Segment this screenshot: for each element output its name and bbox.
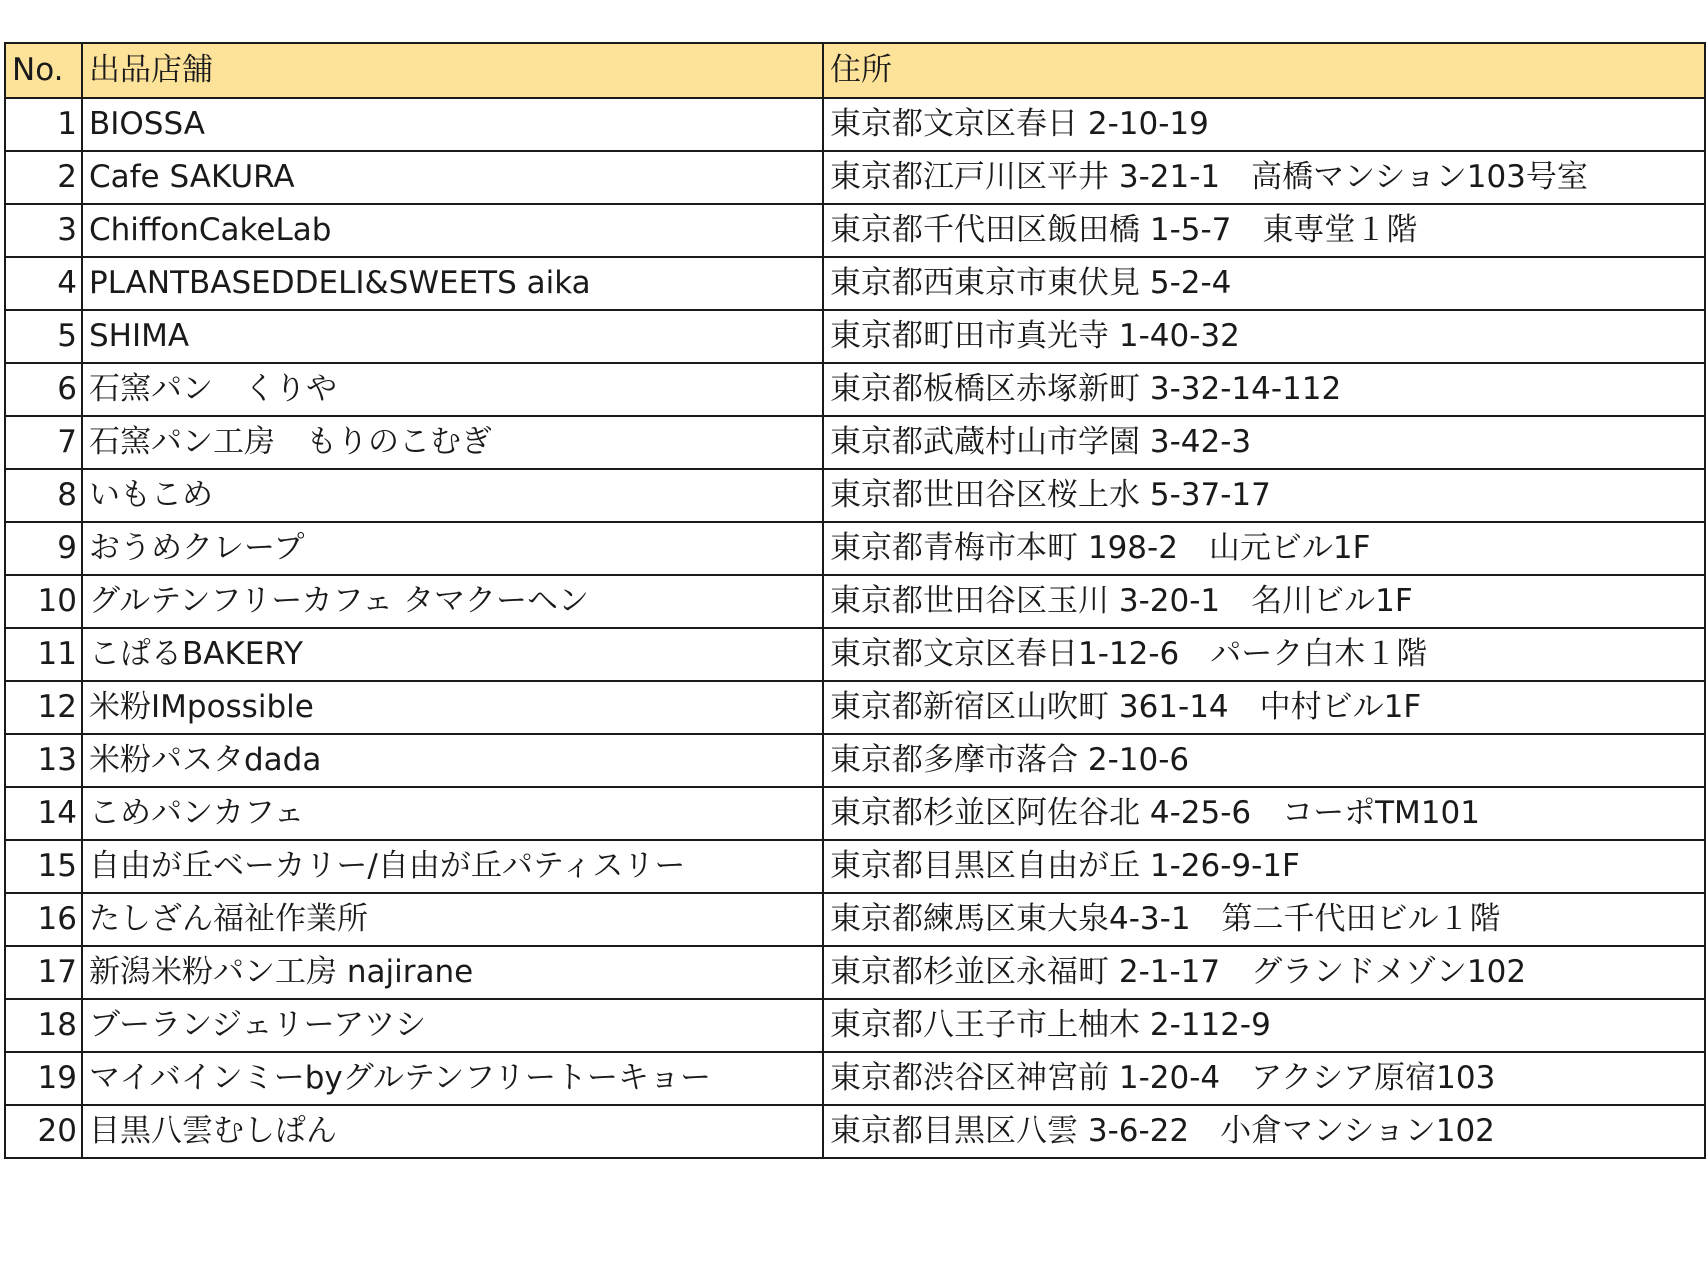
row-no-cell: 13 <box>5 734 82 787</box>
table-row <box>5 787 1705 840</box>
table-row <box>5 734 1705 787</box>
address-cell: 東京都文京区春日1-12-6 パーク白木１階 <box>823 628 1705 681</box>
table-header <box>5 43 1705 98</box>
address-cell: 東京都江戸川区平井 3-21-1 高橋マンション103号室 <box>823 151 1705 204</box>
row-no-cell: 8 <box>5 469 82 522</box>
table-row <box>5 469 1705 522</box>
shop-name-cell: 石窯パン くりや <box>82 363 823 416</box>
row-no-cell: 19 <box>5 1052 82 1105</box>
row-no-cell: 20 <box>5 1105 82 1158</box>
shop-name-cell: マイバインミーbyグルテンフリートーキョー <box>82 1052 823 1105</box>
row-no-cell: 15 <box>5 840 82 893</box>
shop-name-cell: ChiffonCakeLab <box>82 204 823 257</box>
table-row <box>5 204 1705 257</box>
shop-name-cell: たしざん福祉作業所 <box>82 893 823 946</box>
table-row <box>5 681 1705 734</box>
shop-name-cell: 米粉パスタdada <box>82 734 823 787</box>
header-address: 住所 <box>823 43 1705 98</box>
address-cell: 東京都杉並区阿佐谷北 4-25-6 コーポTM101 <box>823 787 1705 840</box>
row-no-cell: 11 <box>5 628 82 681</box>
shop-name-cell: BIOSSA <box>82 98 823 151</box>
address-cell: 東京都練馬区東大泉4-3-1 第二千代田ビル１階 <box>823 893 1705 946</box>
row-no-cell: 5 <box>5 310 82 363</box>
shop-name-cell: いもこめ <box>82 469 823 522</box>
address-cell: 東京都西東京市東伏見 5-2-4 <box>823 257 1705 310</box>
table-row <box>5 522 1705 575</box>
address-cell: 東京都世田谷区桜上水 5-37-17 <box>823 469 1705 522</box>
table-row <box>5 840 1705 893</box>
table-row <box>5 1105 1705 1158</box>
shop-name-cell: SHIMA <box>82 310 823 363</box>
shop-name-cell: おうめクレープ <box>82 522 823 575</box>
address-cell: 東京都町田市真光寺 1-40-32 <box>823 310 1705 363</box>
address-cell: 東京都板橋区赤塚新町 3-32-14-112 <box>823 363 1705 416</box>
shop-name-cell: グルテンフリーカフェ タマクーヘン <box>82 575 823 628</box>
table-row <box>5 893 1705 946</box>
row-no-cell: 1 <box>5 98 82 151</box>
table-row <box>5 946 1705 999</box>
header-no: No. <box>5 43 82 98</box>
address-cell: 東京都武蔵村山市学園 3-42-3 <box>823 416 1705 469</box>
shop-name-cell: Cafe SAKURA <box>82 151 823 204</box>
address-cell: 東京都渋谷区神宮前 1-20-4 アクシア原宿103 <box>823 1052 1705 1105</box>
row-no-cell: 14 <box>5 787 82 840</box>
shop-name-cell: 自由が丘ベーカリー/自由が丘パティスリー <box>82 840 823 893</box>
table-row <box>5 257 1705 310</box>
shop-name-cell: 米粉IMpossible <box>82 681 823 734</box>
table-row <box>5 575 1705 628</box>
table-row <box>5 416 1705 469</box>
address-cell: 東京都杉並区永福町 2-1-17 グランドメゾン102 <box>823 946 1705 999</box>
row-no-cell: 12 <box>5 681 82 734</box>
row-no-cell: 2 <box>5 151 82 204</box>
table-row <box>5 98 1705 151</box>
table-row <box>5 628 1705 681</box>
shop-name-cell: こぱるBAKERY <box>82 628 823 681</box>
header-row <box>5 43 1705 98</box>
address-cell: 東京都千代田区飯田橋 1-5-7 東専堂１階 <box>823 204 1705 257</box>
table-body <box>5 98 1705 1158</box>
row-no-cell: 10 <box>5 575 82 628</box>
shop-list-sheet <box>4 42 1704 1159</box>
row-no-cell: 18 <box>5 999 82 1052</box>
row-no-cell: 16 <box>5 893 82 946</box>
address-cell: 東京都目黒区自由が丘 1-26-9-1F <box>823 840 1705 893</box>
shop-name-cell: PLANTBASEDDELI&SWEETS aika <box>82 257 823 310</box>
address-cell: 東京都多摩市落合 2-10-6 <box>823 734 1705 787</box>
address-cell: 東京都世田谷区玉川 3-20-1 名川ビル1F <box>823 575 1705 628</box>
table-row <box>5 151 1705 204</box>
address-cell: 東京都目黒区八雲 3-6-22 小倉マンション102 <box>823 1105 1705 1158</box>
table-row <box>5 310 1705 363</box>
table-row <box>5 1052 1705 1105</box>
row-no-cell: 6 <box>5 363 82 416</box>
shop-name-cell: こめパンカフェ <box>82 787 823 840</box>
shop-name-cell: 新潟米粉パン工房 najirane <box>82 946 823 999</box>
table-row <box>5 363 1705 416</box>
row-no-cell: 3 <box>5 204 82 257</box>
shop-name-cell: 目黒八雲むしぱん <box>82 1105 823 1158</box>
address-cell: 東京都八王子市上柚木 2-112-9 <box>823 999 1705 1052</box>
address-cell: 東京都文京区春日 2-10-19 <box>823 98 1705 151</box>
header-shop: 出品店舗 <box>82 43 823 98</box>
shop-name-cell: 石窯パン工房 もりのこむぎ <box>82 416 823 469</box>
address-cell: 東京都新宿区山吹町 361-14 中村ビル1F <box>823 681 1705 734</box>
shop-table <box>4 42 1706 1159</box>
address-cell: 東京都青梅市本町 198-2 山元ビル1F <box>823 522 1705 575</box>
row-no-cell: 4 <box>5 257 82 310</box>
row-no-cell: 9 <box>5 522 82 575</box>
table-row <box>5 999 1705 1052</box>
row-no-cell: 7 <box>5 416 82 469</box>
shop-name-cell: ブーランジェリーアツシ <box>82 999 823 1052</box>
row-no-cell: 17 <box>5 946 82 999</box>
